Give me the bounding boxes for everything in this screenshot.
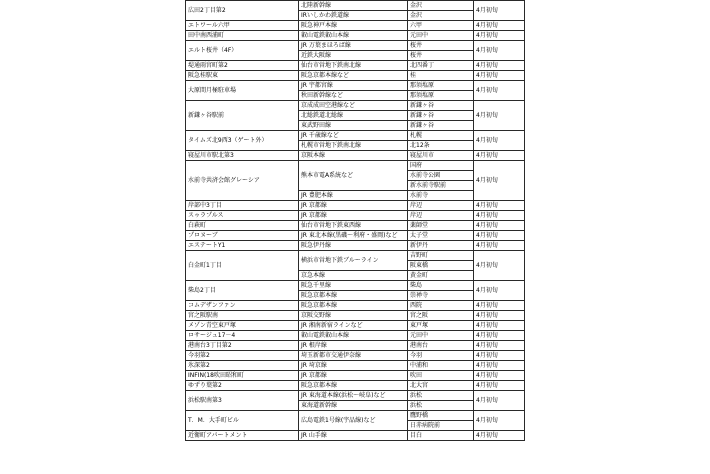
table-row xyxy=(186,411,525,421)
station-cell: 新鎌ヶ谷 xyxy=(408,111,474,121)
station-cell: 北四番丁 xyxy=(408,61,474,71)
start-date-cell: 4月初旬 xyxy=(474,341,525,351)
railway-line-cell: JR 千歳線など xyxy=(299,131,408,141)
table-row xyxy=(186,361,525,371)
start-date-cell: 4月初旬 xyxy=(474,1,525,21)
property-name-cell: スゥラプルス xyxy=(186,211,299,221)
start-date-cell: 4月初旬 xyxy=(474,331,525,341)
table-row xyxy=(186,281,525,291)
start-date-cell: 4月初旬 xyxy=(474,241,525,251)
table-row xyxy=(186,81,525,91)
station-cell: 札幌 xyxy=(408,131,474,141)
table-row xyxy=(186,131,525,141)
property-name-cell: 岸部中3丁目 xyxy=(186,201,299,211)
start-date-cell: 4月初旬 xyxy=(474,81,525,101)
station-cell: 崇禅寺 xyxy=(408,291,474,301)
table-row xyxy=(186,1,525,11)
railway-line-cell: 北総鉄道北総線 xyxy=(299,111,408,121)
start-date-cell: 4月初旬 xyxy=(474,61,525,71)
start-date-cell: 4月初旬 xyxy=(474,361,525,371)
station-cell: 金沢 xyxy=(408,11,474,21)
start-date-cell: 4月初旬 xyxy=(474,211,525,221)
start-date-cell: 4月初旬 xyxy=(474,101,525,131)
property-name-cell: メゾン青空東戸塚 xyxy=(186,321,299,331)
railway-line-cell: JR 埼京線 xyxy=(299,361,408,371)
table-row xyxy=(186,241,525,251)
station-cell: 北大宮 xyxy=(408,381,474,391)
start-date-cell: 4月初旬 xyxy=(474,201,525,211)
station-cell: 岸辺 xyxy=(408,211,474,221)
railway-line-cell: JR 京都線 xyxy=(299,201,408,211)
station-cell: 元田中 xyxy=(408,31,474,41)
parking-table-body xyxy=(186,1,525,441)
station-cell: 日赤病院前 xyxy=(408,421,474,431)
start-date-cell: 4月初旬 xyxy=(474,391,525,411)
station-cell: 元田中 xyxy=(408,331,474,341)
table-row xyxy=(186,161,525,171)
railway-line-cell: 横浜市営地下鉄ブルーライン xyxy=(299,251,408,271)
property-name-cell: 寝屋川市駅北第3 xyxy=(186,151,299,161)
property-name-cell: 宮之阪駅南 xyxy=(186,311,299,321)
station-cell: 薬師堂 xyxy=(408,221,474,231)
property-name-cell: 氷深第2 xyxy=(186,361,299,371)
railway-line-cell: 阪急神戸本線 xyxy=(299,21,408,31)
railway-line-cell: 阪急京都本線 xyxy=(299,301,408,311)
table-row xyxy=(186,331,525,341)
railway-line-cell: JR 万葉まほろば線 xyxy=(299,41,408,51)
station-cell: 新鎌ヶ谷 xyxy=(408,101,474,111)
table-row xyxy=(186,151,525,161)
station-cell: 新鎌ヶ谷 xyxy=(408,121,474,131)
start-date-cell: 4月初旬 xyxy=(474,131,525,151)
railway-line-cell: JR 京都線 xyxy=(299,371,408,381)
property-name-cell: 新鎌ヶ谷駅前 xyxy=(186,101,299,131)
railway-line-cell: 阪急千里線 xyxy=(299,281,408,291)
station-cell: 六甲 xyxy=(408,21,474,31)
table-row xyxy=(186,231,525,241)
table-row xyxy=(186,31,525,41)
start-date-cell: 4月初旬 xyxy=(474,431,525,441)
station-cell: 太子堂 xyxy=(408,231,474,241)
railway-line-cell: 京阪交野線 xyxy=(299,311,408,321)
station-cell: 新水前寺駅前 xyxy=(408,181,474,191)
railway-line-cell: 京成成田空港線など xyxy=(299,101,408,111)
railway-line-cell: JR 東北本線(黒磯～利府・盛岡)など xyxy=(299,231,408,241)
property-name-cell: 白金町1丁目 xyxy=(186,251,299,281)
table-row xyxy=(186,351,525,361)
property-name-cell: タイムズ北9西3（ゲート外） xyxy=(186,131,299,151)
start-date-cell: 4月初旬 xyxy=(474,281,525,301)
table-row xyxy=(186,211,525,221)
start-date-cell: 4月初旬 xyxy=(474,411,525,431)
property-name-cell: エステートY1 xyxy=(186,241,299,251)
property-name-cell: INFIN(18吹田昭和町 xyxy=(186,371,299,381)
start-date-cell: 4月初旬 xyxy=(474,371,525,381)
table-row xyxy=(186,101,525,111)
station-cell: 北12条 xyxy=(408,141,474,151)
property-name-cell: ゆずり葉第2 xyxy=(186,381,299,391)
property-name-cell: プロヌーブ xyxy=(186,231,299,241)
start-date-cell: 4月初旬 xyxy=(474,161,525,201)
table-row xyxy=(186,431,525,441)
railway-line-cell: JR 東海道本線(浜松～岐阜)など xyxy=(299,391,408,401)
railway-line-cell: 東武野田線 xyxy=(299,121,408,131)
property-name-cell: 港南台3丁目第2 xyxy=(186,341,299,351)
start-date-cell: 4月初旬 xyxy=(474,311,525,321)
station-cell: 桜井 xyxy=(408,41,474,51)
property-name-cell: 今羽第2 xyxy=(186,351,299,361)
table-row xyxy=(186,61,525,71)
property-name-cell: ロサージュ17－4 xyxy=(186,331,299,341)
property-name-cell: T．M．大手町ビル xyxy=(186,411,299,431)
railway-line-cell: 秋田新幹線など xyxy=(299,91,408,101)
station-cell: 那須塩原 xyxy=(408,91,474,101)
table-row xyxy=(186,301,525,311)
railway-line-cell: 熊本市電A系統など xyxy=(299,161,408,191)
station-cell: 新伊丹 xyxy=(408,241,474,251)
station-cell: 桜井 xyxy=(408,51,474,61)
table-row xyxy=(186,381,525,391)
station-cell: 柴島 xyxy=(408,281,474,291)
table-row xyxy=(186,341,525,351)
railway-line-cell: 叡山電鉄叡山本線 xyxy=(299,31,408,41)
table-row xyxy=(186,251,525,261)
table-row xyxy=(186,311,525,321)
start-date-cell: 4月初旬 xyxy=(474,41,525,61)
railway-line-cell: 阪急京都本線など xyxy=(299,71,408,81)
start-date-cell: 4月初旬 xyxy=(474,321,525,331)
start-date-cell: 4月初旬 xyxy=(474,71,525,81)
railway-line-cell: JR 湘南新宿ラインなど xyxy=(299,321,408,331)
station-cell: 鷹野橋 xyxy=(408,411,474,421)
table-row xyxy=(186,201,525,211)
table-row xyxy=(186,221,525,231)
table-row xyxy=(186,71,525,81)
railway-line-cell: 阪急京都本線 xyxy=(299,291,408,301)
railway-line-cell: JR 京都線 xyxy=(299,211,408,221)
station-cell: 西院 xyxy=(408,301,474,311)
property-name-cell: 近衛町アパートメント xyxy=(186,431,299,441)
railway-line-cell: JR 豊肥本線 xyxy=(299,191,408,201)
station-cell: 金沢 xyxy=(408,1,474,11)
property-name-cell: エルト桜井（4F） xyxy=(186,41,299,61)
start-date-cell: 4月初旬 xyxy=(474,231,525,241)
railway-line-cell: JR 宇都宮線 xyxy=(299,81,408,91)
start-date-cell: 4月初旬 xyxy=(474,381,525,391)
railway-line-cell: 阪急京都本線 xyxy=(299,381,408,391)
table-row xyxy=(186,371,525,381)
railway-line-cell: 阪急伊丹線 xyxy=(299,241,408,251)
start-date-cell: 4月初旬 xyxy=(474,251,525,281)
property-name-cell: 田中南西浦町 xyxy=(186,31,299,41)
station-cell: 水前寺 xyxy=(408,191,474,201)
start-date-cell: 4月初旬 xyxy=(474,351,525,361)
property-name-cell: 阪急桂駅東 xyxy=(186,71,299,81)
station-cell: 今羽 xyxy=(408,351,474,361)
station-cell: 那須塩原 xyxy=(408,81,474,91)
start-date-cell: 4月初旬 xyxy=(474,151,525,161)
table-row xyxy=(186,41,525,51)
station-cell: 東戸塚 xyxy=(408,321,474,331)
station-cell: 目白 xyxy=(408,431,474,441)
station-cell: 港南台 xyxy=(408,341,474,351)
table-row xyxy=(186,321,525,331)
railway-line-cell: 札幌市営地下鉄南北線 xyxy=(299,141,408,151)
station-cell: 黄金町 xyxy=(408,271,474,281)
station-cell: 浜松 xyxy=(408,401,474,411)
station-cell: 浜松 xyxy=(408,391,474,401)
parking-list-document xyxy=(185,0,525,474)
property-name-cell: 広田2丁目第2 xyxy=(186,1,299,21)
property-name-cell: コムデザンファン xyxy=(186,301,299,311)
station-cell: 水前寺公園 xyxy=(408,171,474,181)
table-row xyxy=(186,21,525,31)
start-date-cell: 4月初旬 xyxy=(474,221,525,231)
property-name-cell: 大原間月極駐車場 xyxy=(186,81,299,101)
railway-line-cell: 京阪本線 xyxy=(299,151,408,161)
railway-line-cell: IRいしかわ鉄道線 xyxy=(299,11,408,21)
station-cell: 吉野町 xyxy=(408,251,474,261)
station-cell: 吹田 xyxy=(408,371,474,381)
railway-line-cell: 近鉄大阪線 xyxy=(299,51,408,61)
property-name-cell: 白萩町 xyxy=(186,221,299,231)
railway-line-cell: 東海道新幹線 xyxy=(299,401,408,411)
railway-line-cell: 北陸新幹線 xyxy=(299,1,408,11)
railway-line-cell: 京急本線 xyxy=(299,271,408,281)
property-name-cell: 浜松駅南第3 xyxy=(186,391,299,411)
railway-line-cell: 広島電鉄1号線(宇品線)など xyxy=(299,411,408,431)
railway-line-cell: JR 根岸線 xyxy=(299,341,408,351)
property-name-cell: 柴島2丁目 xyxy=(186,281,299,301)
property-name-cell: 堤通雨宮町第2 xyxy=(186,61,299,71)
start-date-cell: 4月初旬 xyxy=(474,31,525,41)
parking-table xyxy=(185,0,525,441)
station-cell: 寝屋川市 xyxy=(408,151,474,161)
railway-line-cell: 仙台市営地下鉄東西線 xyxy=(299,221,408,231)
start-date-cell: 4月初旬 xyxy=(474,301,525,311)
table-row xyxy=(186,391,525,401)
railway-line-cell: 埼玉新都市交通伊奈線 xyxy=(299,351,408,361)
station-cell: 中浦和 xyxy=(408,361,474,371)
station-cell: 桂 xyxy=(408,71,474,81)
railway-line-cell: JR 山手線 xyxy=(299,431,408,441)
railway-line-cell: 仙台市営地下鉄南北線 xyxy=(299,61,408,71)
property-name-cell: 水前寺共済会館グレーシア xyxy=(186,161,299,201)
start-date-cell: 4月初旬 xyxy=(474,21,525,31)
station-cell: 阪東橋 xyxy=(408,261,474,271)
station-cell: 宮之阪 xyxy=(408,311,474,321)
station-cell: 岸辺 xyxy=(408,201,474,211)
station-cell: 国府 xyxy=(408,161,474,171)
property-name-cell: エトワール六甲 xyxy=(186,21,299,31)
railway-line-cell: 叡山電鉄叡山本線 xyxy=(299,331,408,341)
